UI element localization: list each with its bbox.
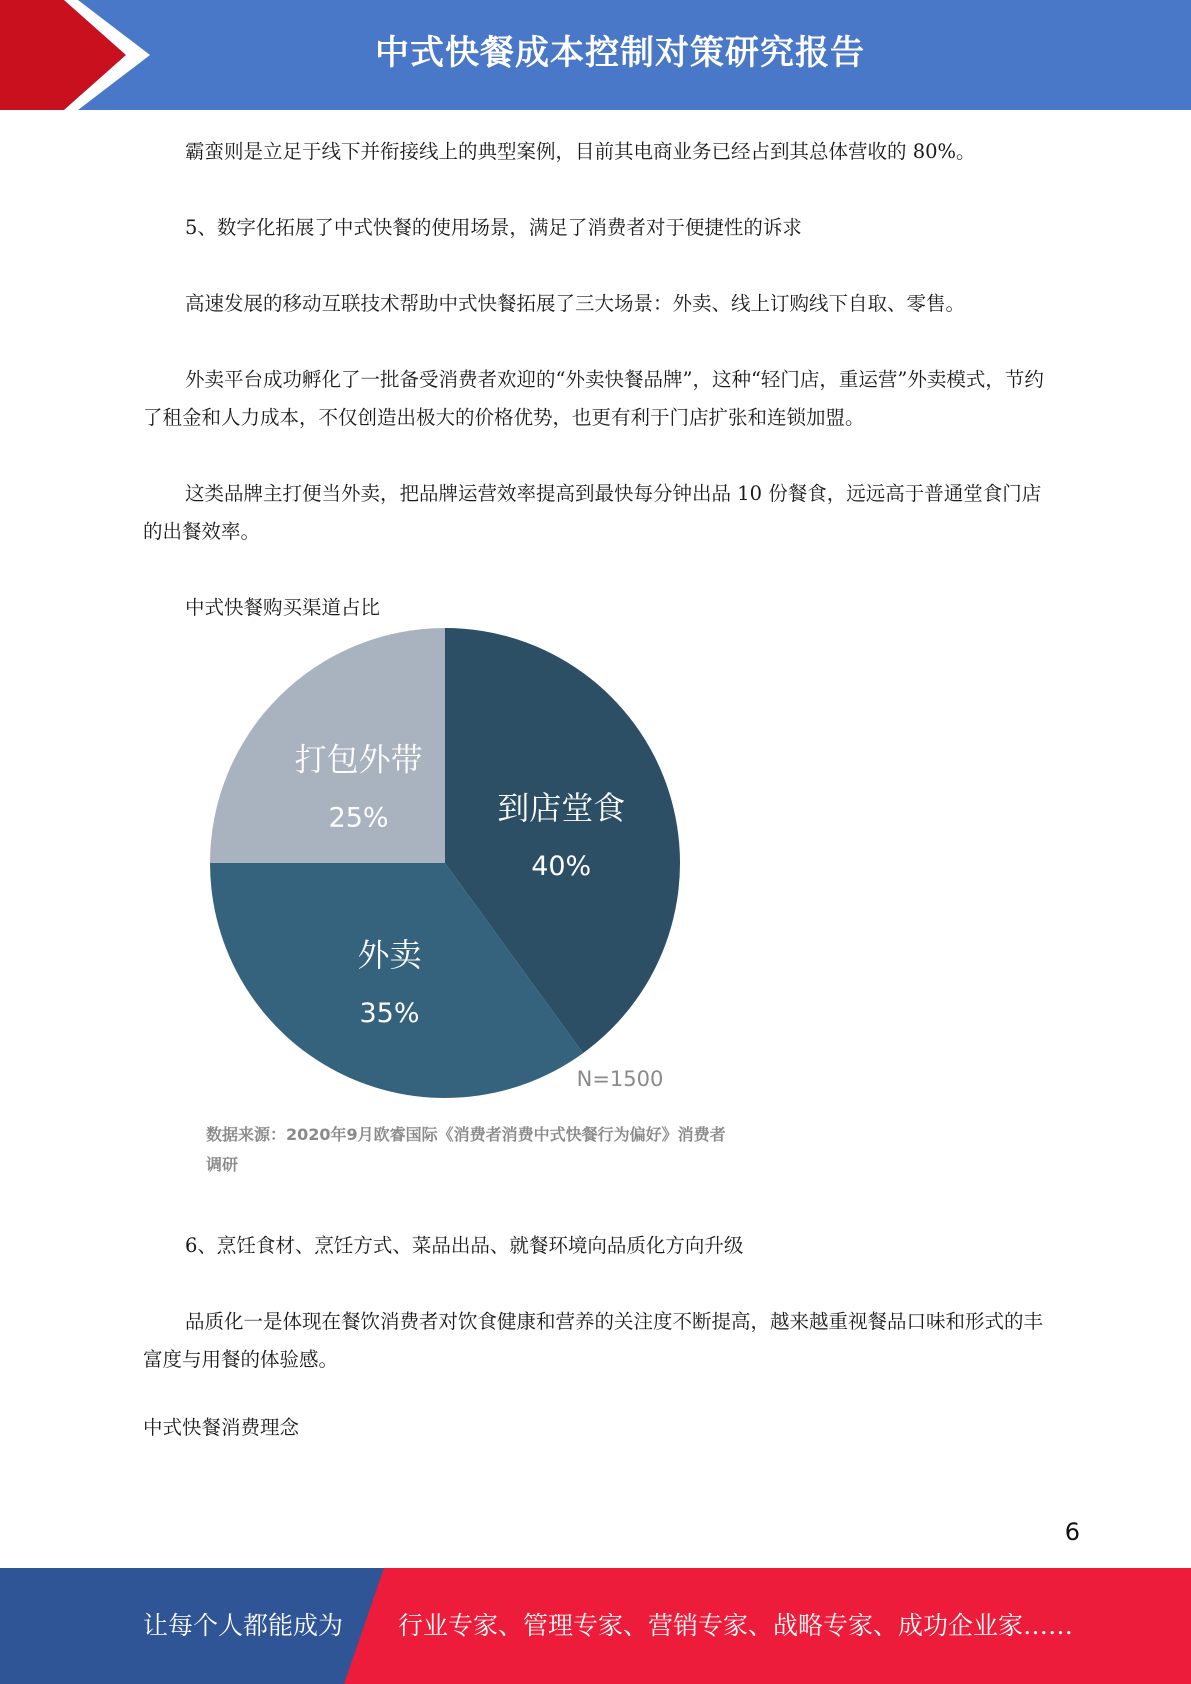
page-header [0, 0, 1191, 110]
document-title: 中式快餐成本控制对策研究报告 [375, 33, 865, 73]
footer-slogan-left: 让每个人都能成为 [143, 1611, 344, 1640]
pie-chart [200, 620, 700, 1100]
slice-dine-in-label: 到店堂食 [497, 789, 626, 828]
paragraph-1: 霸蛮则是立足于线下并衔接线上的典型案例，目前其电商业务已经占到其总体营收的 80%。 [185, 140, 976, 163]
section-heading-6: 6、烹饪食材、烹饪方式、菜品出品、就餐环境向品质化方向升级 [185, 1234, 744, 1257]
section-heading-5: 5、数字化拓展了中式快餐的使用场景，满足了消费者对于便捷性的诉求 [185, 216, 802, 239]
chart-caption: 中式快餐购买渠道占比 [185, 596, 381, 619]
chart-source-line-2: 调研 [206, 1155, 239, 1174]
chart-source-line-1: 数据来源：2020年9月欧睿国际《消费者消费中式快餐行为偏好》消费者 [206, 1125, 726, 1144]
chart-source [206, 1120, 806, 1180]
slice-takeaway-label: 打包外带 [294, 740, 423, 779]
slice-dine-in-value: 40% [531, 851, 592, 883]
page-number: 6 [1064, 1518, 1080, 1546]
header-red-arrow [0, 0, 126, 110]
paragraph-5: 品质化一是体现在餐饮消费者对饮食健康和营养的关注度不断提高，越来越重视餐品口味和形式的丰富度与用餐的体验感。 [143, 1310, 1044, 1371]
paragraph-3: 外卖平台成功孵化了一批备受消费者欢迎的“外卖快餐品牌”，这种“轻门店，重运营”外卖模式，节约了租金和人力成本，不仅创造出极大的价格优势，也更有利于门店扩张和连锁加盟。 [143, 368, 1044, 429]
footer-slogan-right: 行业专家、管理专家、营销专家、战略专家、成功企业家…… [398, 1611, 1074, 1640]
slice-delivery-label: 外卖 [357, 935, 422, 974]
slice-takeaway-value: 25% [328, 802, 389, 834]
paragraph-2: 高速发展的移动互联技术帮助中式快餐拓展了三大场景：外卖、线上订购线下自取、零售。 [185, 292, 966, 315]
page-footer [0, 1568, 1191, 1684]
paragraph-4: 这类品牌主打便当外卖，把品牌运营效率提高到最快每分钟出品 10 份餐食，远远高于普通堂食门店的出餐效率。 [143, 482, 1042, 543]
subheading-consumption: 中式快餐消费理念 [143, 1416, 300, 1439]
chart-sample-note: N=1500 [576, 1067, 664, 1091]
slice-delivery-value: 35% [359, 997, 420, 1029]
pie-chart-svg [200, 620, 700, 1100]
